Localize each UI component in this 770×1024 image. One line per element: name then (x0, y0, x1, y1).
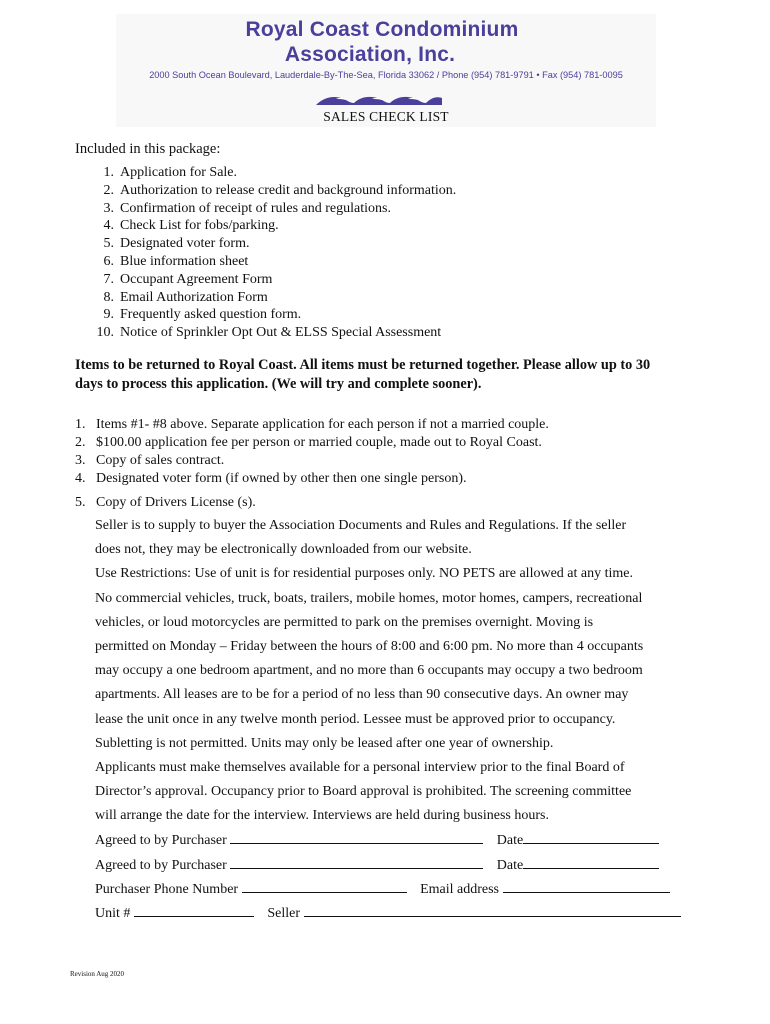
association-name-line1: Royal Coast Condominium (245, 18, 519, 41)
list-item: 7. Occupant Agreement Form (103, 271, 273, 287)
date-label: Date (496, 857, 524, 873)
document-title: SALES CHECK LIST (323, 109, 449, 124)
phone-label: Purchaser Phone Number (95, 881, 239, 897)
contact-row (95, 877, 715, 901)
package-list (84, 164, 456, 342)
letterhead (116, 14, 656, 127)
agreed-label: Agreed to by Purchaser (95, 833, 227, 849)
list-item: 1. Items #1- #8 above. Separate application for each person if not a married couple. (75, 417, 549, 432)
association-name-line2: Association, Inc. (284, 43, 456, 66)
list-item: 8. Email Authorization Form (103, 289, 268, 305)
list-item: 6. Blue information sheet (103, 253, 249, 269)
list-item: 2. Authorization to release credit and background information. (103, 182, 457, 198)
unit-field[interactable] (134, 901, 254, 917)
return-instructions: Items to be returned to Royal Coast. All items must be returned together. Please allow up to 30 days to process this application. (We will try and complete sooner). (75, 357, 651, 392)
seller-signature-field[interactable] (304, 901, 681, 917)
unit-seller-row (95, 901, 715, 925)
phone-field[interactable] (242, 877, 407, 893)
list-item: 4. Designated voter form (if owned by other then one single person). (75, 471, 467, 486)
list-item: 9. Frequently asked question form. (103, 307, 302, 323)
package-intro: Included in this package: (75, 141, 221, 157)
date-field[interactable] (523, 828, 659, 844)
email-label: Email address (420, 881, 499, 897)
list-item: 4. Check List for fobs/parking. (103, 218, 279, 234)
list-item: 5. Copy of Drivers License (s). (75, 495, 256, 510)
list-item: 3. Confirmation of receipt of rules and regulations. (103, 200, 391, 216)
agreed-label: Agreed to by Purchaser (95, 857, 227, 873)
list-item: 1. Application for Sale. (103, 165, 238, 180)
return-list (75, 416, 549, 512)
date-field[interactable] (523, 853, 659, 869)
list-item: 10. Notice of Sprinkler Opt Out & ELSS Special Assessment (96, 325, 442, 341)
list-item: 3. Copy of sales contract. (75, 453, 225, 468)
waves-logo-icon (314, 94, 444, 106)
seller-label: Seller (267, 906, 301, 921)
association-address: 2000 South Ocean Boulevard, Lauderdale-By-The-Sea, Florida 33062 / Phone (954) 781-9791 • Fax (954) 781-0095 (149, 70, 623, 80)
date-label: Date (496, 833, 524, 849)
list-item: 5. Designated voter form. (103, 236, 250, 252)
list-item: 2. $100.00 application fee per person or married couple, made out to Royal Coast. (75, 435, 542, 450)
purchaser-signature-row-2 (95, 853, 715, 877)
email-field[interactable] (503, 877, 670, 893)
purchaser-signature-field[interactable] (230, 853, 483, 869)
rules-paragraph: Seller is to supply to buyer the Association Documents and Rules and Regulations. If the seller does not, they may be electronically downloaded from our website. Use Restrictions: Use of unit is for residential purposes only. NO PETS are allowed at any time. No commercial vehicles, truck, boats, trailers, mobile homes, motor homes, campers, recreational vehicles, or loud motorcycles are permitted to park on the premises overnight. Moving is permitted on Monday – Friday between the hours of 8:00 and 6:00 pm. No more than 4 occupants may occupy a one bedroom apartment, and no more than 6 occupants may occupy a two bedroom apartments. All leases are to be for a period of no less than 90 consecutive days. An owner may lease the unit once in any twelve month period. Lessee must be approved prior to occupancy. Subletting is not permitted. Units may only be leased after one year of ownership. Applicants must make themselves available for a personal interview prior to the final Board of Director’s approval. Occupancy prior to Board approval is prohibited. The screening committee will arrange the date for the interview. Interviews are held during business hours. Agreed to by Purchaser Date Agreed to by Purchaser Date Purchaser Phone Number Email address Unit # Seller (95, 514, 715, 925)
unit-label: Unit # (95, 906, 131, 921)
purchaser-signature-row-1 (95, 828, 715, 852)
purchaser-signature-field[interactable] (230, 828, 483, 844)
revision-note: Revision Aug 2020 (70, 970, 125, 978)
